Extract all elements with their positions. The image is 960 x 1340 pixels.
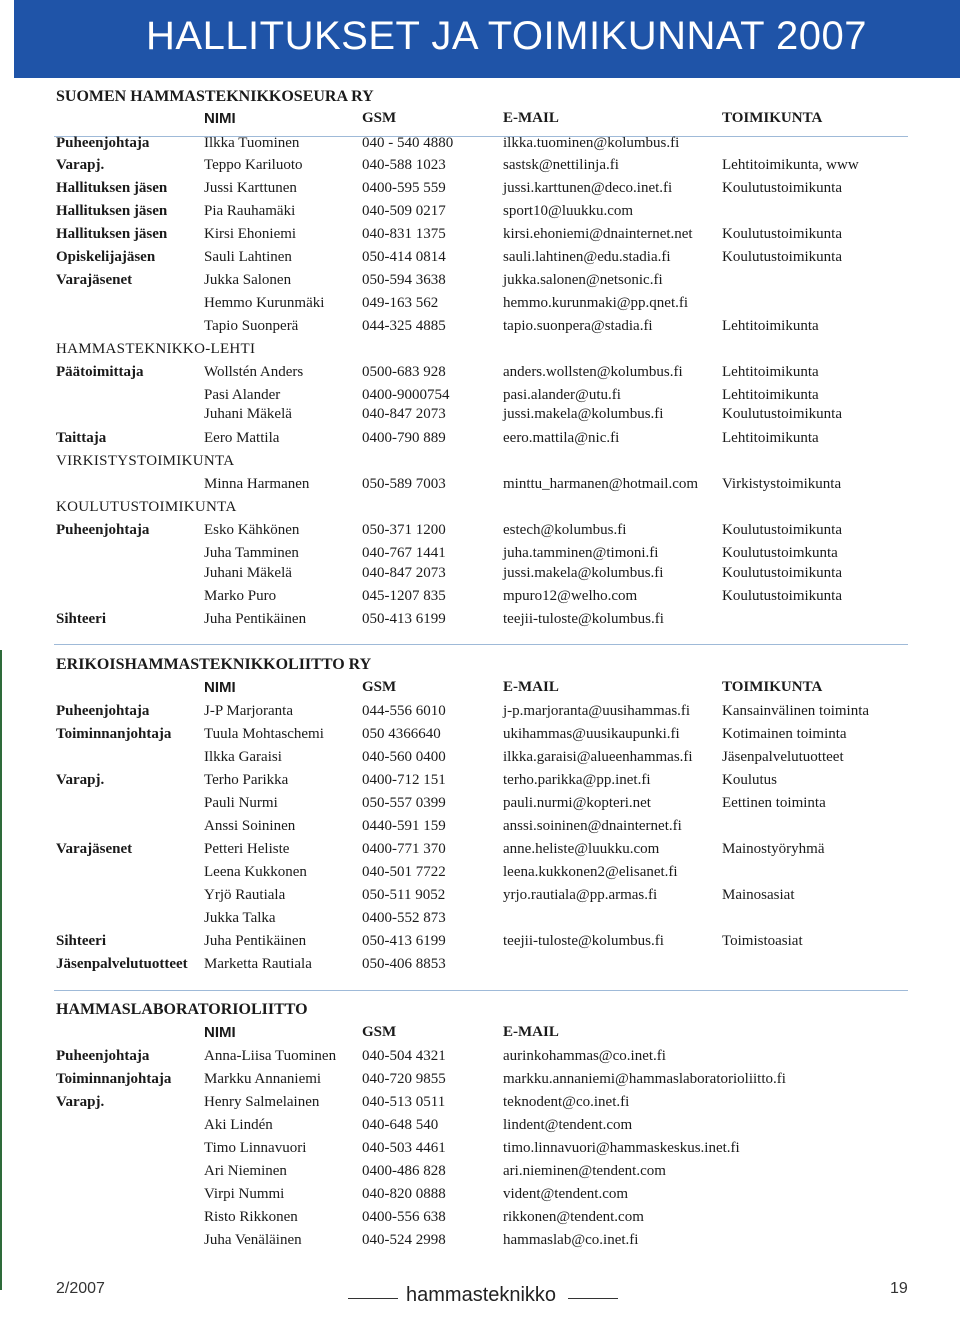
table-row: [0, 795, 960, 815]
name-cell: Leena Kukkonen: [204, 864, 307, 880]
email-cell: teknodent@co.inet.fi: [503, 1094, 630, 1110]
gsm-cell: 040-524 2998: [362, 1232, 446, 1248]
name-cell: Kirsi Ehoniemi: [204, 226, 297, 242]
gsm-cell: 0400-552 873: [362, 910, 446, 926]
committee-cell: Lehtitoimikunta: [722, 318, 819, 334]
role-cell: Varapj.: [56, 772, 105, 788]
gsm-cell: 0440-591 159: [362, 818, 446, 834]
gsm-cell: 0400-486 828: [362, 1163, 446, 1179]
name-cell: Jussi Karttunen: [204, 180, 297, 196]
gsm-cell: 0400-790 889: [362, 430, 446, 446]
table-row: [0, 226, 960, 246]
gsm-cell: 0400-712 151: [362, 772, 446, 788]
subgroup-title: VIRKISTYSTOIMIKUNTA: [56, 453, 235, 469]
table-row: [0, 726, 960, 746]
gsm-cell: 040-509 0217: [362, 203, 446, 219]
table-row: [0, 272, 960, 292]
committee-cell: Koulutustoimkunta: [722, 545, 838, 561]
column-header-name: NIMI: [204, 1024, 236, 1041]
footer-rule-left: [348, 1298, 398, 1299]
email-cell: jussi.karttunen@deco.inet.fi: [503, 180, 673, 196]
committee-cell: Koulutus: [722, 772, 778, 788]
email-cell: aurinkohammas@co.inet.fi: [503, 1048, 666, 1064]
email-cell: sport10@luukku.com: [503, 203, 634, 219]
email-cell: ilkka.tuominen@kolumbus.fi: [503, 135, 680, 151]
gsm-cell: 050-557 0399: [362, 795, 446, 811]
email-cell: jussi.makela@kolumbus.fi: [503, 406, 664, 422]
table-row: [0, 749, 960, 769]
gsm-cell: 040-720 9855: [362, 1071, 446, 1087]
table-row: [0, 565, 960, 585]
gsm-cell: 050 4366640: [362, 726, 441, 742]
name-cell: J-P Marjoranta: [204, 703, 294, 719]
gsm-cell: 0500-683 928: [362, 364, 446, 380]
table-row: [0, 476, 960, 496]
name-cell: Pia Rauhamäki: [204, 203, 296, 219]
gsm-cell: 040-820 0888: [362, 1186, 446, 1202]
name-cell: Minna Harmanen: [204, 476, 310, 492]
email-cell: pauli.nurmi@kopteri.net: [503, 795, 651, 811]
gsm-cell: 040-648 540: [362, 1117, 439, 1133]
table-row: [0, 1071, 960, 1091]
gsm-cell: 040-513 0511: [362, 1094, 446, 1110]
table-row: [0, 956, 960, 976]
role-cell: Varapj.: [56, 1094, 105, 1110]
email-cell: yrjo.rautiala@pp.armas.fi: [503, 887, 658, 903]
role-cell: Jäsenpalvelutuotteet: [56, 956, 188, 972]
column-header-email: E-MAIL: [503, 679, 559, 695]
gsm-cell: 044-325 4885: [362, 318, 446, 334]
role-cell: Hallituksen jäsen: [56, 226, 168, 242]
column-header-email: E-MAIL: [503, 110, 559, 126]
name-cell: Marketta Rautiala: [204, 956, 312, 972]
name-cell: Timo Linnavuori: [204, 1140, 307, 1156]
committee-cell: Mainostyöryhmä: [722, 841, 825, 857]
email-cell: mpuro12@welho.com: [503, 588, 638, 604]
email-cell: eero.mattila@nic.fi: [503, 430, 620, 446]
name-cell: Terho Parikka: [204, 772, 289, 788]
gsm-cell: 040-847 2073: [362, 406, 446, 422]
footer-page-number: 19: [890, 1280, 908, 1297]
section-rule: [54, 990, 908, 991]
committee-cell: Lehtitoimikunta: [722, 387, 819, 403]
email-cell: tapio.suonpera@stadia.fi: [503, 318, 653, 334]
gsm-cell: 040-501 7722: [362, 864, 446, 880]
email-cell: ukihammas@uusikaupunki.fi: [503, 726, 680, 742]
email-cell: anne.heliste@luukku.com: [503, 841, 660, 857]
gsm-cell: 050-413 6199: [362, 611, 446, 627]
table-row: [0, 772, 960, 792]
gsm-cell: 050-589 7003: [362, 476, 446, 492]
name-cell: Jukka Salonen: [204, 272, 292, 288]
name-cell: Ilkka Garaisi: [204, 749, 282, 765]
email-cell: hemmo.kurunmaki@pp.qnet.fi: [503, 295, 689, 311]
name-cell: Ari Nieminen: [204, 1163, 287, 1179]
email-cell: jussi.makela@kolumbus.fi: [503, 565, 664, 581]
email-cell: leena.kukkonen2@elisanet.fi: [503, 864, 678, 880]
gsm-cell: 044-556 6010: [362, 703, 446, 719]
email-cell: anssi.soininen@dnainternet.fi: [503, 818, 682, 834]
gsm-cell: 049-163 562: [362, 295, 439, 311]
email-cell: timo.linnavuori@hammaskeskus.inet.fi: [503, 1140, 740, 1156]
header-band: [14, 0, 960, 78]
name-cell: Yrjö Rautiala: [204, 887, 286, 903]
committee-cell: Mainosasiat: [722, 887, 795, 903]
name-cell: Wollstén Anders: [204, 364, 304, 380]
name-cell: Pauli Nurmi: [204, 795, 278, 811]
role-cell: Varajäsenet: [56, 272, 133, 288]
gsm-cell: 050-594 3638: [362, 272, 446, 288]
name-cell: Hemmo Kurunmäki: [204, 295, 325, 311]
email-cell: kirsi.ehoniemi@dnainternet.net: [503, 226, 693, 242]
column-header-committee: TOIMIKUNTA: [722, 110, 823, 126]
committee-cell: Toimistoasiat: [722, 933, 803, 949]
committee-cell: Lehtitoimikunta, www: [722, 157, 859, 173]
role-cell: Taittaja: [56, 430, 107, 446]
table-row: [0, 318, 960, 338]
gsm-cell: 040-560 0400: [362, 749, 446, 765]
role-cell: Varapj.: [56, 157, 105, 173]
role-cell: Sihteeri: [56, 933, 106, 949]
name-cell: Juha Pentikäinen: [204, 611, 307, 627]
email-cell: sauli.lahtinen@edu.stadia.fi: [503, 249, 671, 265]
gsm-cell: 040-767 1441: [362, 545, 446, 561]
email-cell: juha.tamminen@timoni.fi: [503, 545, 659, 561]
email-cell: rikkonen@tendent.com: [503, 1209, 644, 1225]
name-cell: Tapio Suonperä: [204, 318, 299, 334]
gsm-cell: 050-511 9052: [362, 887, 446, 903]
role-cell: Varajäsenet: [56, 841, 133, 857]
table-row: [0, 1209, 960, 1229]
committee-cell: Koulutustoimikunta: [722, 249, 842, 265]
name-cell: Esko Kähkönen: [204, 522, 300, 538]
table-row: [0, 887, 960, 907]
name-cell: Tuula Mohtaschemi: [204, 726, 324, 742]
role-cell: Puheenjohtaja: [56, 135, 150, 151]
gsm-cell: 050-406 8853: [362, 956, 446, 972]
table-row: [0, 1094, 960, 1114]
committee-cell: Jäsenpalvelutuotteet: [722, 749, 844, 765]
role-cell: Hallituksen jäsen: [56, 180, 168, 196]
name-cell: Juhani Mäkelä: [204, 406, 292, 422]
committee-cell: Koulutustoimikunta: [722, 565, 842, 581]
role-cell: Päätoimittaja: [56, 364, 144, 380]
email-cell: pasi.alander@utu.fi: [503, 387, 621, 403]
table-row: [0, 1163, 960, 1183]
committee-cell: Lehtitoimikunta: [722, 430, 819, 446]
name-cell: Juha Pentikäinen: [204, 933, 307, 949]
table-row: [0, 406, 960, 426]
gsm-cell: 050-413 6199: [362, 933, 446, 949]
name-cell: Anna-Liisa Tuominen: [204, 1048, 337, 1064]
name-cell: Marko Puro: [204, 588, 277, 604]
gsm-cell: 040 - 540 4880: [362, 135, 454, 151]
role-cell: Puheenjohtaja: [56, 1048, 150, 1064]
email-cell: lindent@tendent.com: [503, 1117, 633, 1133]
column-header-name: NIMI: [204, 679, 236, 696]
table-row: [0, 522, 960, 542]
table-row: [0, 933, 960, 953]
name-cell: Anssi Soininen: [204, 818, 296, 834]
table-row: [0, 703, 960, 723]
gsm-cell: 0400-595 559: [362, 180, 446, 196]
name-cell: Juha Tamminen: [204, 545, 299, 561]
footer-issue: 2/2007: [56, 1280, 105, 1297]
column-header-gsm: GSM: [362, 679, 397, 695]
section-rule: [54, 644, 908, 645]
gsm-cell: 0400-9000754: [362, 387, 450, 403]
gsm-cell: 0400-771 370: [362, 841, 446, 857]
section-title: HAMMASLABORATORIOLIITTO: [56, 1001, 308, 1018]
table-row: [0, 1232, 960, 1252]
gsm-cell: 040-503 4461: [362, 1140, 446, 1156]
committee-cell: Eettinen toiminta: [722, 795, 826, 811]
committee-cell: Koulutustoimikunta: [722, 180, 842, 196]
subgroup-title: KOULUTUSTOIMIKUNTA: [56, 499, 237, 515]
email-cell: j-p.marjoranta@uusihammas.fi: [503, 703, 691, 719]
gsm-cell: 050-414 0814: [362, 249, 446, 265]
role-cell: Toiminnanjohtaja: [56, 1071, 172, 1087]
name-cell: Juhani Mäkelä: [204, 565, 292, 581]
committee-cell: Kansainvälinen toiminta: [722, 703, 870, 719]
section-title: ERIKOISHAMMASTEKNIKKOLIITTO RY: [56, 656, 372, 673]
committee-cell: Kotimainen toiminta: [722, 726, 847, 742]
name-cell: Juha Venäläinen: [204, 1232, 302, 1248]
email-cell: teejii-tuloste@kolumbus.fi: [503, 611, 664, 627]
name-cell: Teppo Kariluoto: [204, 157, 303, 173]
column-header-gsm: GSM: [362, 110, 397, 126]
section-title: SUOMEN HAMMASTEKNIKKOSEURA RY: [56, 88, 374, 105]
role-cell: Puheenjohtaja: [56, 703, 150, 719]
committee-cell: Koulutustoimikunta: [722, 588, 842, 604]
table-row: [0, 910, 960, 930]
role-cell: Toiminnanjohtaja: [56, 726, 172, 742]
table-row: [0, 864, 960, 884]
table-row: [0, 1117, 960, 1137]
email-cell: ilkka.garaisi@alueenhammas.fi: [503, 749, 693, 765]
table-row: [0, 135, 960, 155]
name-cell: Markku Annaniemi: [204, 1071, 322, 1087]
name-cell: Henry Salmelainen: [204, 1094, 320, 1110]
table-row: [0, 588, 960, 608]
column-header-gsm: GSM: [362, 1024, 397, 1040]
role-cell: Hallituksen jäsen: [56, 203, 168, 219]
role-cell: Puheenjohtaja: [56, 522, 150, 538]
table-row: [0, 249, 960, 269]
gsm-cell: 040-831 1375: [362, 226, 446, 242]
name-cell: Risto Rikkonen: [204, 1209, 298, 1225]
table-row: [0, 1186, 960, 1206]
table-row: [0, 430, 960, 450]
footer-rule-right: [568, 1298, 618, 1299]
table-row: [0, 841, 960, 861]
gsm-cell: 040-847 2073: [362, 565, 446, 581]
table-row: [0, 818, 960, 838]
table-row: [0, 545, 960, 565]
table-row: [0, 364, 960, 384]
page-title: HALLITUKSET JA TOIMIKUNNAT 2007: [146, 14, 867, 58]
committee-cell: Koulutustoimikunta: [722, 226, 842, 242]
email-cell: teejii-tuloste@kolumbus.fi: [503, 933, 664, 949]
role-cell: Opiskelijajäsen: [56, 249, 156, 265]
table-row: [0, 180, 960, 200]
email-cell: hammaslab@co.inet.fi: [503, 1232, 639, 1248]
name-cell: Petteri Heliste: [204, 841, 290, 857]
table-row: [0, 611, 960, 631]
name-cell: Aki Lindén: [204, 1117, 273, 1133]
footer-brand: hammasteknikko: [406, 1284, 557, 1306]
table-row: [0, 157, 960, 177]
email-cell: ari.nieminen@tendent.com: [503, 1163, 666, 1179]
name-cell: Eero Mattila: [204, 430, 280, 446]
name-cell: Sauli Lahtinen: [204, 249, 292, 265]
column-header-email: E-MAIL: [503, 1024, 559, 1040]
gsm-cell: 040-588 1023: [362, 157, 446, 173]
gsm-cell: 040-504 4321: [362, 1048, 446, 1064]
gsm-cell: 050-371 1200: [362, 522, 446, 538]
email-cell: jukka.salonen@netsonic.fi: [503, 272, 663, 288]
email-cell: minttu_harmanen@hotmail.com: [503, 476, 699, 492]
table-row: [0, 1140, 960, 1160]
gsm-cell: 045-1207 835: [362, 588, 446, 604]
table-row: [0, 295, 960, 315]
column-header-committee: TOIMIKUNTA: [722, 679, 823, 695]
subgroup-title: HAMMASTEKNIKKO-LEHTI: [56, 341, 256, 357]
email-cell: terho.parikka@pp.inet.fi: [503, 772, 651, 788]
email-cell: estech@kolumbus.fi: [503, 522, 627, 538]
name-cell: Jukka Talka: [204, 910, 276, 926]
name-cell: Pasi Alander: [204, 387, 281, 403]
table-row: [0, 203, 960, 223]
name-cell: Ilkka Tuominen: [204, 135, 300, 151]
email-cell: sastsk@nettilinja.fi: [503, 157, 619, 173]
committee-cell: Koulutustoimikunta: [722, 522, 842, 538]
email-cell: anders.wollsten@kolumbus.fi: [503, 364, 683, 380]
committee-cell: Koulutustoimikunta: [722, 406, 842, 422]
role-cell: Sihteeri: [56, 611, 106, 627]
name-cell: Virpi Nummi: [204, 1186, 285, 1202]
committee-cell: Virkistystoimikunta: [722, 476, 842, 492]
table-row: [0, 387, 960, 407]
table-row: [0, 1048, 960, 1068]
committee-cell: Lehtitoimikunta: [722, 364, 819, 380]
email-cell: vident@tendent.com: [503, 1186, 629, 1202]
gsm-cell: 0400-556 638: [362, 1209, 446, 1225]
email-cell: markku.annaniemi@hammaslaboratorioliitto.fi: [503, 1071, 786, 1087]
column-header-name: NIMI: [204, 110, 236, 127]
